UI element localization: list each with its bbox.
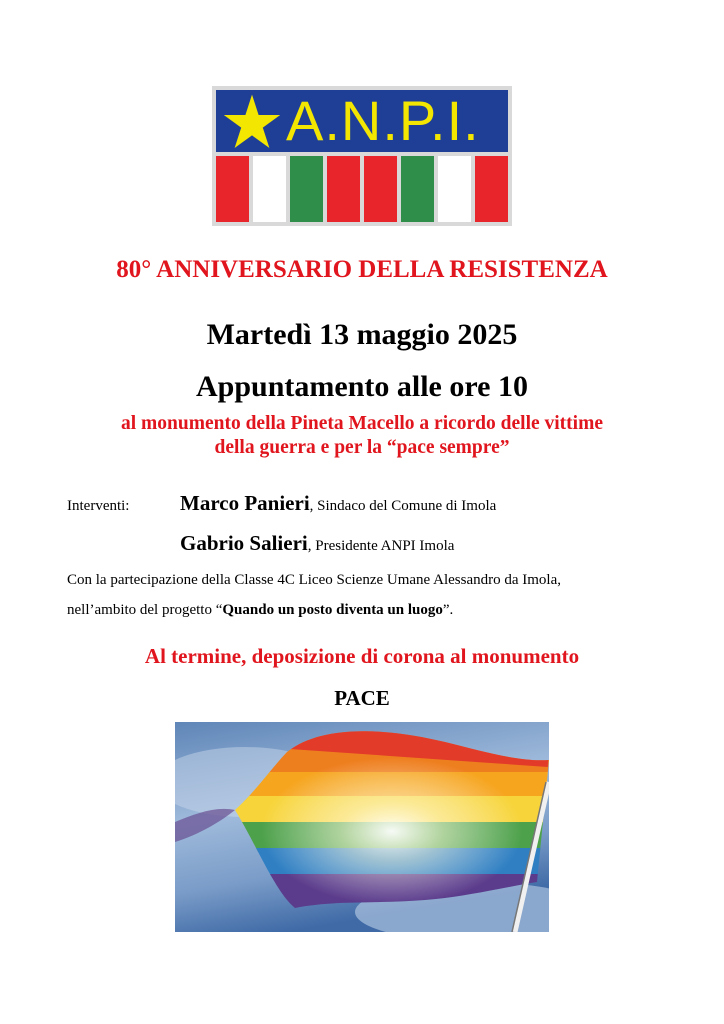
event-location — [0, 412, 724, 460]
logo-stripe — [438, 156, 471, 222]
logo-stripe — [364, 156, 397, 222]
logo-stripe — [290, 156, 323, 222]
project-name: Quando un posto diventa un luogo — [222, 602, 443, 618]
logo-stripes — [216, 156, 508, 222]
logo-stripe — [475, 156, 508, 222]
location-line-2: della guerra e per la “pace sempre” — [214, 437, 510, 458]
speakers-label: Interventi: — [67, 498, 130, 514]
anniversary-heading: 80° ANNIVERSARIO DELLA RESISTENZA — [116, 256, 608, 283]
logo-text: A.N.P.I. — [286, 89, 480, 152]
location-line-1: al monumento della Pineta Macello a ricordo delle vittime — [121, 413, 603, 434]
peace-title: PACE — [334, 686, 390, 710]
project-suffix: ”. — [442, 602, 454, 618]
event-time: Appuntamento alle ore 10 — [196, 370, 528, 403]
logo-stripe — [401, 156, 434, 222]
star-icon — [222, 92, 282, 150]
event-date: Martedì 13 maggio 2025 — [206, 318, 518, 351]
rainbow-flag-image — [175, 722, 549, 932]
logo-stripe — [253, 156, 286, 222]
speaker-role: , Sindaco del Comune di Imola — [309, 498, 497, 514]
logo-stripe — [216, 156, 249, 222]
speaker-name: Gabrio Salieri — [180, 531, 308, 555]
project-text — [67, 602, 453, 619]
project-prefix: nell’ambito del progetto “ — [67, 602, 223, 618]
speaker-row — [67, 491, 496, 516]
logo-banner — [216, 90, 508, 152]
anpi-logo — [212, 86, 512, 226]
participation-text: Con la partecipazione della Classe 4C Liceo Scienze Umane Alessandro da Imola, — [67, 572, 561, 588]
speaker-row — [67, 531, 454, 556]
ceremony-text: Al termine, deposizione di corona al monumento — [144, 644, 580, 668]
logo-stripe — [327, 156, 360, 222]
speaker-name: Marco Panieri — [180, 491, 310, 515]
speaker-role: , Presidente ANPI Imola — [307, 538, 455, 554]
